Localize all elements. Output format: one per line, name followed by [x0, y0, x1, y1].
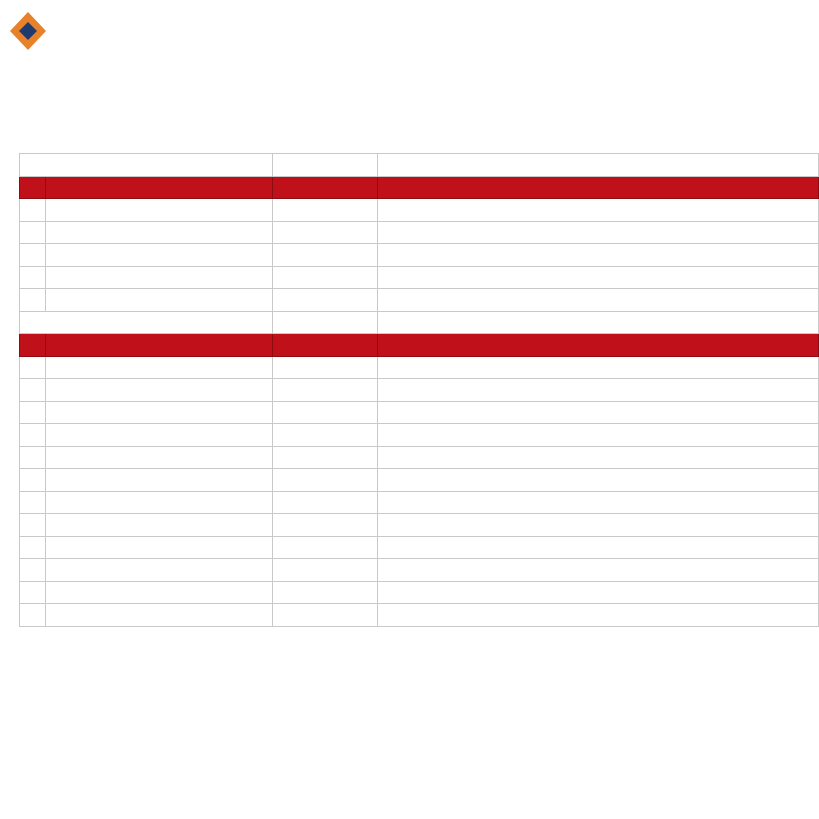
empty-cell: [273, 626, 378, 649]
row-note: [378, 244, 819, 267]
efficiency-table: [19, 153, 819, 649]
row-number: [20, 244, 46, 267]
row-note: [378, 266, 819, 289]
row-item: [46, 244, 273, 267]
row-value: [273, 491, 378, 514]
table-row: [20, 266, 819, 289]
table-row: [20, 491, 819, 514]
column-header: [20, 334, 46, 357]
row-note: [378, 446, 819, 469]
row-item: [46, 559, 273, 582]
table-row: [20, 536, 819, 559]
row-number: [20, 536, 46, 559]
empty-cell: [378, 626, 819, 649]
spacer-row: [20, 626, 819, 649]
row-value: [273, 424, 378, 447]
row-note: [378, 424, 819, 447]
row-value: [273, 469, 378, 492]
row-value: [273, 514, 378, 537]
row-number: [20, 199, 46, 222]
total-value: [273, 289, 378, 312]
row-value: [273, 199, 378, 222]
row-number: [20, 581, 46, 604]
total-label: [46, 289, 273, 312]
empty-cell: [378, 289, 819, 312]
row-note: [378, 536, 819, 559]
hrd-logo: [8, 10, 48, 54]
row-value: [273, 559, 378, 582]
table-row: [20, 514, 819, 537]
row-note: [378, 379, 819, 402]
section-label: [20, 154, 273, 177]
row-number: [20, 469, 46, 492]
row-item: [46, 514, 273, 537]
row-value: [273, 221, 378, 244]
column-header: [273, 334, 378, 357]
empty-cell: [20, 289, 46, 312]
row-item: [46, 469, 273, 492]
table-row: [20, 221, 819, 244]
row-note: [378, 559, 819, 582]
row-value: [273, 356, 378, 379]
total-row: [20, 604, 819, 627]
column-header: [378, 334, 819, 357]
header-row: [20, 176, 819, 199]
row-value: [273, 536, 378, 559]
total-label: [46, 604, 273, 627]
row-item: [46, 536, 273, 559]
row-value: [273, 244, 378, 267]
row-item: [46, 356, 273, 379]
empty-cell: [378, 604, 819, 627]
row-number: [20, 446, 46, 469]
row-value: [273, 266, 378, 289]
section-label-row: [20, 311, 819, 334]
empty-cell: [273, 311, 378, 334]
empty-cell: [46, 626, 273, 649]
row-note: [378, 401, 819, 424]
empty-cell: [378, 311, 819, 334]
table-row: [20, 424, 819, 447]
row-item: [46, 446, 273, 469]
empty-cell: [273, 154, 378, 177]
column-header: [378, 176, 819, 199]
row-note: [378, 514, 819, 537]
table-row: [20, 446, 819, 469]
row-note: [378, 356, 819, 379]
table-row: [20, 469, 819, 492]
empty-cell: [378, 154, 819, 177]
table-row: [20, 401, 819, 424]
table-row: [20, 244, 819, 267]
table-row: [20, 581, 819, 604]
row-number: [20, 491, 46, 514]
row-number: [20, 379, 46, 402]
row-note: [378, 221, 819, 244]
section-label: [20, 311, 273, 334]
total-row: [20, 289, 819, 312]
row-value: [273, 379, 378, 402]
table-row: [20, 379, 819, 402]
row-value: [273, 401, 378, 424]
row-value: [273, 581, 378, 604]
row-item: [46, 221, 273, 244]
column-header: [20, 176, 46, 199]
row-number: [20, 559, 46, 582]
row-number: [20, 356, 46, 379]
row-item: [46, 379, 273, 402]
column-header: [46, 334, 273, 357]
empty-cell: [20, 604, 46, 627]
row-number: [20, 514, 46, 537]
row-number: [20, 401, 46, 424]
column-header: [273, 176, 378, 199]
row-item: [46, 401, 273, 424]
row-item: [46, 491, 273, 514]
row-note: [378, 581, 819, 604]
row-item: [46, 581, 273, 604]
column-header: [46, 176, 273, 199]
total-value: [273, 604, 378, 627]
row-note: [378, 491, 819, 514]
empty-cell: [20, 626, 46, 649]
table-row: [20, 199, 819, 222]
table-body: [20, 154, 819, 649]
table-row: [20, 356, 819, 379]
row-item: [46, 424, 273, 447]
row-value: [273, 446, 378, 469]
row-number: [20, 424, 46, 447]
row-number: [20, 221, 46, 244]
row-note: [378, 199, 819, 222]
row-item: [46, 199, 273, 222]
row-item: [46, 266, 273, 289]
header-row: [20, 334, 819, 357]
row-note: [378, 469, 819, 492]
section-label-row: [20, 154, 819, 177]
row-number: [20, 266, 46, 289]
table-row: [20, 559, 819, 582]
